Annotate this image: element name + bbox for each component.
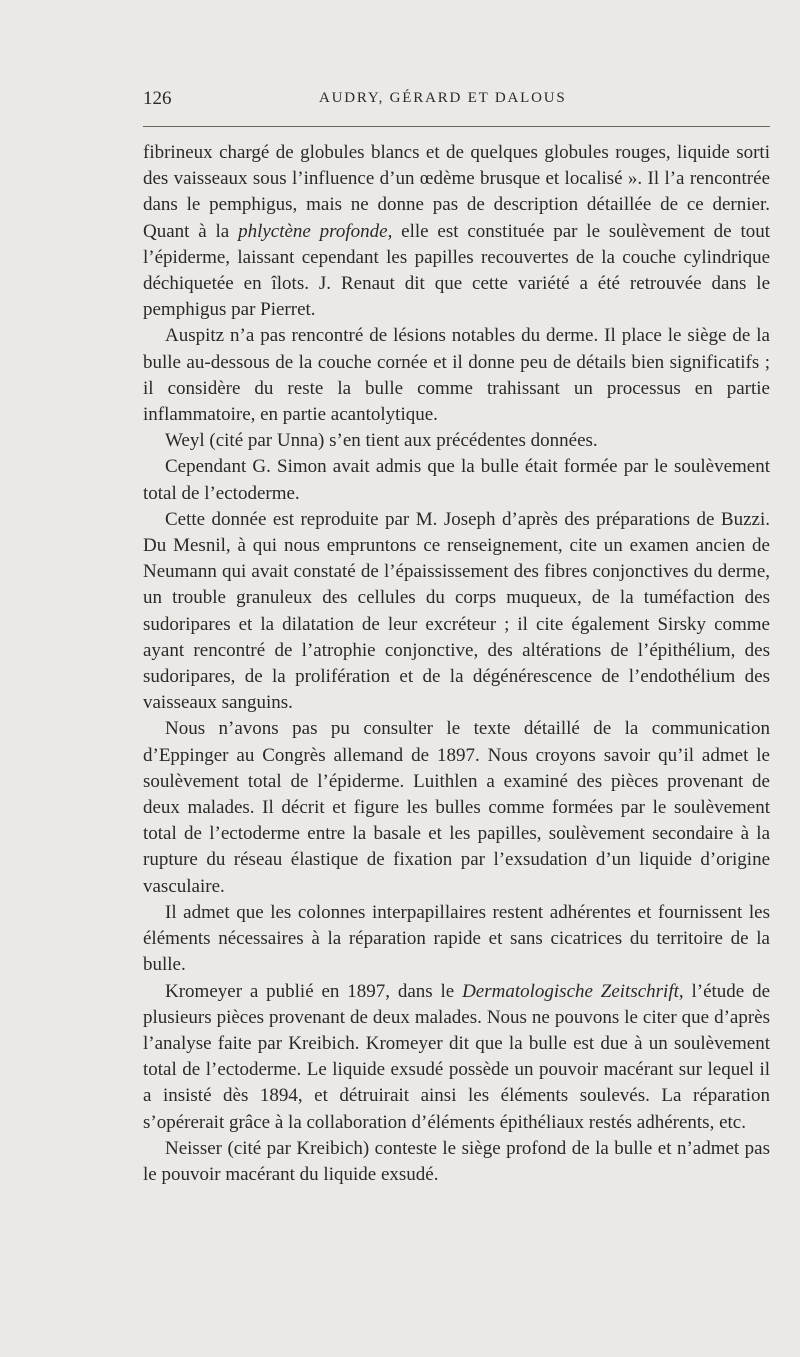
running-head xyxy=(143,88,770,116)
running-title: AUDRY, GÉRARD ET DALOUS xyxy=(319,90,567,106)
italic-term: phlyctène profonde xyxy=(238,220,388,242)
paragraph xyxy=(143,323,770,428)
paragraph xyxy=(143,507,770,717)
page-number: 126 xyxy=(143,88,172,109)
paragraph-text: , elle est constituée par le soulèvement de tout l’épiderme, laissant cependant les papilles recouvertes de la couche cylindrique déchiquetée en îlots. J. Renaut dit que cette variété a été retrouvée dans le pemphigus par Pierret. xyxy=(143,220,771,321)
paragraph xyxy=(143,716,770,899)
paragraph xyxy=(143,979,770,1136)
paragraph-text: Weyl (cité par Unna) s’en tient aux précédentes données. xyxy=(165,430,598,452)
paragraph-continued xyxy=(143,140,770,323)
italic-journal-title: Dermatologische Zeitschrift xyxy=(462,980,679,1002)
paragraph xyxy=(143,428,770,454)
paragraph xyxy=(143,1136,770,1188)
paragraph-text: Cette donnée est reproduite par M. Joseph d’après des préparations de Buzzi. Du Mesnil, à qui nous empruntons ce renseignement, cite un examen ancien de Neumann qui avait constaté de l’épaississement des fibres conjonctives du derme, un trouble granuleux des cellules du corps muqueux, de la tuméfaction des sudoripares et la dilatation de leur excréteur ; il cite également Sirsky comme ayant rencontré de l’atrophie conjonctive, des altérations de l’épithélium, des sudoripares, de la prolifération et de la dégénérescence de l’endothélium des vaisseaux sanguins. xyxy=(143,508,770,714)
paragraph-text: fibrineux chargé de globules blancs et de quelques globules rouges, liquide sorti des vaisseaux sous l’influence d’un œdème brusque et localisé ». Il l’a rencontrée dans le pemphigus, mais ne donne pas de description détaillée de ce dernier. Quant à la xyxy=(143,142,770,242)
paragraph-text: Cependant G. Simon avait admis que la bulle était formée par le soulèvement total de l’ectoderme. xyxy=(143,456,770,504)
paragraph xyxy=(143,454,770,506)
paragraph-text: Il admet que les colonnes interpapillaires restent adhérentes et fournissent les éléments nécessaires à la réparation rapide et sans cicatrices du territoire de la bulle. xyxy=(143,901,770,976)
paragraph-text: Nous n’avons pas pu consulter le texte détaillé de la communication d’Eppinger au Congrès allemand de 1897. Nous croyons savoir qu’il admet le soulèvement total de l’épiderme. Luithlen a examiné des pièces provenant de deux malades. Il décrit et figure les bulles comme formées par le soulèvement total de l’ectoderme entre la basale et les papilles, soulèvement secondaire à la rupture du réseau élastique de fixation par l’exsudation d’un liquide d’origine vasculaire. xyxy=(143,718,770,897)
paragraph-text: , l’étude de plusieurs pièces provenant de deux malades. Nous ne pouvons le citer que d’après l’analyse faite par Kreibich. Kromeyer dit que la bulle est due à un soulèvement total de l’ectoderme. Le liquide exsudé possède un pouvoir macérant sur lequel il a insisté dès 1894, et détruirait ainsi les éléments soulevés. La réparation s’opérerait grâce à la collaboration d’éléments épithéliaux restés adhérents, etc. xyxy=(143,980,771,1133)
paragraph-text: Auspitz n’a pas rencontré de lésions notables du derme. Il place le siège de la bulle au-dessous de la couche cornée et il donne peu de détails bien significatifs ; il considère du reste la bulle comme trahissant un processus en partie inflammatoire, en partie acantolytique. xyxy=(143,325,770,426)
paragraph-text: Kromeyer a publié en 1897, dans le xyxy=(165,980,463,1002)
header-rule xyxy=(143,126,770,127)
paragraph xyxy=(143,900,770,979)
paragraph-text: Neisser (cité par Kreibich) conteste le siège profond de la bulle et n’admet pas le pouvoir macérant du liquide exsudé. xyxy=(143,1137,770,1185)
body-text xyxy=(143,140,770,1188)
